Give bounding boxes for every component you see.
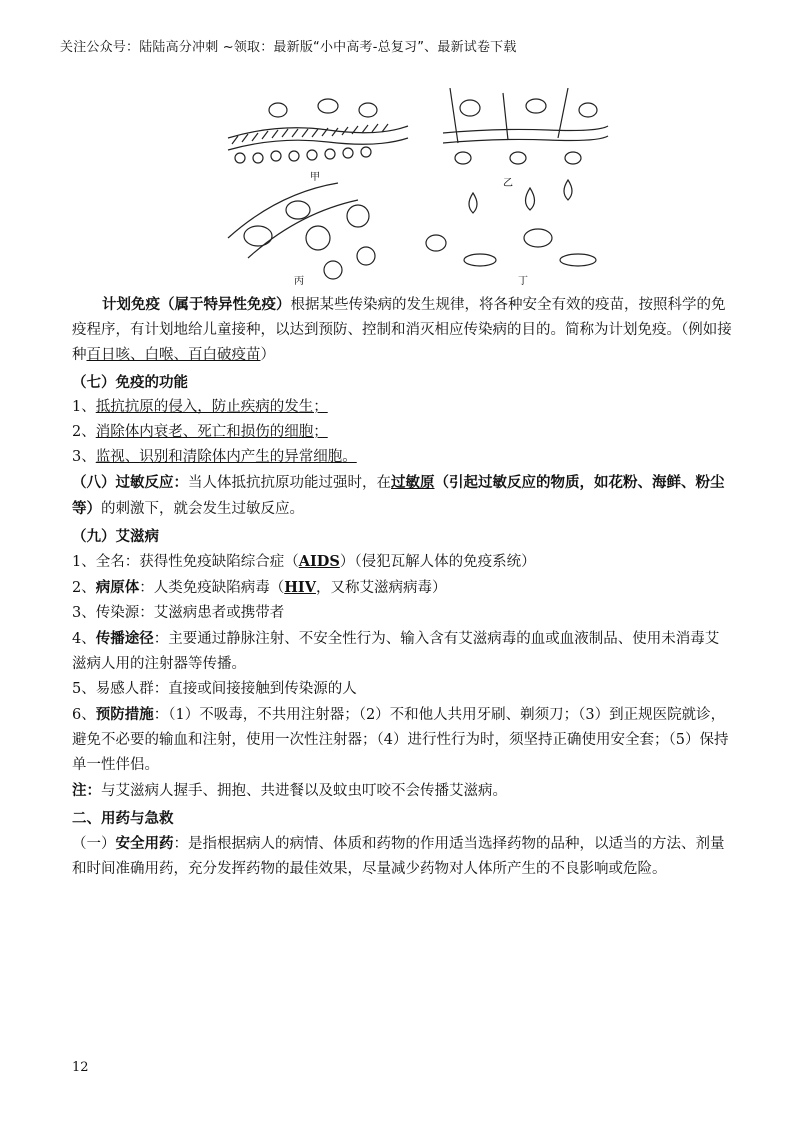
panel-yi <box>443 88 608 164</box>
page-number: 12 <box>72 1060 89 1075</box>
allergen-term: 过敏原 <box>391 474 435 491</box>
plan-title: 计划免疫（属于特异性免疫） <box>102 296 291 313</box>
section-9-title: （九）艾滋病 <box>72 528 159 545</box>
plan-body: 根据某些传染病的发生规律，将各种安全有效的疫苗，按照科学的免疫程序，有计划地给儿童接种，以达到预防、控制和消灭相应传染病的目的。简称为计划免疫。（例如接种 <box>72 297 732 363</box>
list-item: 2、消除体内衰老、死亡和损伤的细胞； <box>72 424 328 440</box>
plan-paragraph <box>72 292 732 368</box>
list-item: 1、全名：获得性免疫缺陷综合症（AIDS）（侵犯瓦解人体的免疫系统） <box>72 553 536 570</box>
label-bing: 丙 <box>294 276 304 287</box>
document-body <box>72 292 732 882</box>
plan-tail: ） <box>260 347 275 363</box>
panel-ding <box>426 180 596 266</box>
part-2-title: 二、用药与急救 <box>72 810 174 827</box>
panel-bing <box>228 183 375 279</box>
page-header: 关注公众号：陆陆高分冲刺 ~领取：最新版“小中高考-总复习”、最新试卷下载 <box>60 40 517 55</box>
aids-note: 注：与艾滋病人握手、拥抱、共进餐以及蚊虫叮咬不会传播艾滋病。 <box>72 782 507 799</box>
label-ding: 丁 <box>518 276 528 287</box>
list-item: 3、传染源：艾滋病患者或携带者 <box>72 605 285 621</box>
label-yi: 乙 <box>503 178 513 189</box>
section-8-title: （八）过敏反应： <box>72 474 188 491</box>
label-jia: 甲 <box>310 172 320 183</box>
list-item: 4、传播途径：主要通过静脉注射、不安全性行为、输入含有艾滋病毒的血或血液制品、使用未消毒艾滋病人用的注射器等传播。 <box>72 630 720 672</box>
list-item: 1、抵抗抗原的侵入，防止疾病的发生； <box>72 399 328 415</box>
section-8-paragraph: （八）过敏反应：当人体抵抗抗原功能过强时，在过敏原（引起过敏反应的物质，如花粉、海鲜、粉尘等）的刺激下，就会发生过敏反应。 <box>72 474 725 517</box>
panel-jia <box>228 99 408 163</box>
immune-illustration <box>218 88 618 288</box>
safe-medication-paragraph: （一）安全用药：是指根据病人的病情、体质和药物的作用适当选择药物的品种，以适当的方法、剂量和时间准确用药，充分发挥药物的最佳效果，尽量减少药物对人体所产生的不良影响或危险。 <box>72 835 725 877</box>
list-item: 5、易感人群：直接或间接接触到传染源的人 <box>72 681 357 697</box>
plan-example: 百日咳、白喉、百白破疫苗 <box>86 347 261 363</box>
section-7-title: （七）免疫的功能 <box>72 374 188 391</box>
list-item: 6、预防措施：（1）不吸毒，不共用注射器；（2）不和他人共用牙刷、剃须刀；（3）到正规医院就诊，避免不必要的输血和注射，使用一次性注射器；（4）进行性行为时，须坚持正确使用安全套；（5）保持单一性伴侣。 <box>72 706 729 773</box>
list-item: 2、病原体：人类免疫缺陷病毒（HIV，又称艾滋病病毒） <box>72 579 447 596</box>
immune-figure <box>218 88 618 288</box>
list-item: 3、监视、识别和清除体内产生的异常细胞。 <box>72 449 357 465</box>
